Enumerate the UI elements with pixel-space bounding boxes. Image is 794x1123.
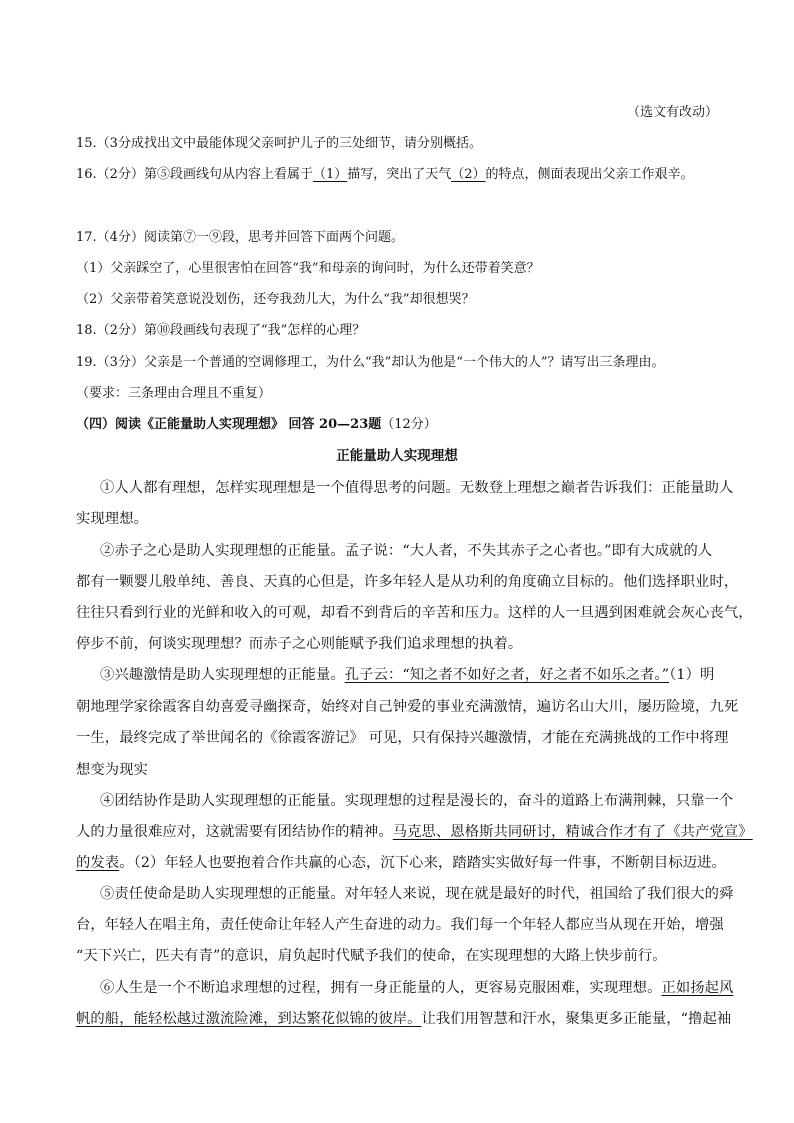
paragraph-3-underlined-quote: 孔子云：“知之者不如好之者，好之者不如乐之者。” bbox=[344, 667, 670, 683]
question-16-part-b: 描写，突出了天气 bbox=[347, 167, 452, 182]
section-4-heading bbox=[76, 415, 437, 435]
paragraph-2-line-4: 停步不前，何谈实现理想？而赤子之心则能赋予我们追求理想的执着。 bbox=[76, 636, 523, 652]
paragraph-6-line-1 bbox=[100, 978, 733, 998]
question-18: 18.（2分）第⑩段画线句表现了“我”怎样的心理？ bbox=[76, 323, 366, 338]
paragraph-3-line-1-end: （1）明 bbox=[669, 667, 715, 683]
paragraph-3-line-1-start: ③兴趣激情是助人实现理想的正能量。 bbox=[100, 667, 345, 683]
paragraph-3-line-1 bbox=[100, 665, 714, 685]
article-title: 正能量助人实现理想 bbox=[336, 448, 458, 464]
question-17-sub-1: （1）父亲踩空了，心里很害怕在回答“我”和母亲的询问时，为什么还带着笑意？ bbox=[76, 261, 540, 276]
paragraph-5-line-3: “天下兴亡，匹夫有青”的意识，肩负起时代赋予我们的使命，在实现理想的大路上快步前行。 bbox=[76, 948, 667, 964]
question-16 bbox=[76, 165, 694, 185]
question-15: 15.（3分成找出文中最能体现父亲呵护儿子的三处细节，请分别概括。 bbox=[76, 136, 482, 151]
paragraph-1-line-1: ①人人都有理想，怎样实现理想是一个值得思考的问题。无数登上理想之巅者告诉我们：正能量助人 bbox=[100, 480, 734, 496]
question-16-part-a: 16.（2分）第⑤段画线句从内容上看属于 bbox=[76, 167, 313, 182]
paragraph-4-line-2 bbox=[76, 822, 753, 842]
paragraph-6-line-2 bbox=[76, 1009, 731, 1029]
question-19-requirement: （要求：三条理由合理且不重复） bbox=[76, 386, 272, 401]
paragraph-4-line-3-rest: 。（2）年轻人也要抱着合作共赢的心态，沉下心来，踏踏实实做好每一件事，不断朝目标迈进。 bbox=[119, 855, 726, 871]
paragraph-4-line-2-start: 人的力量很难应对，这就需要有团结协作的精神。 bbox=[76, 824, 393, 840]
question-16-part-c: 的特点，侧面表现出父亲工作艰辛。 bbox=[485, 167, 694, 182]
paragraph-3-line-2: 朝地理学家徐霞客自幼喜爱寻幽探奇，始终对自己钟爱的事业充满激情，遍访名山大川，屡历险境，九死 bbox=[76, 699, 739, 715]
paragraph-1-line-2: 实现理想。 bbox=[76, 511, 148, 527]
question-19: 19.（3分）父亲是一个普通的空调修理工，为什么“我”却认为他是“一个伟大的人”？请写出三条理由。 bbox=[76, 355, 665, 370]
section-4-heading-text: （四）阅读《正能量助人实现理想》 回答 20—23题 bbox=[76, 417, 382, 432]
paragraph-4-line-3 bbox=[76, 853, 726, 873]
paragraph-3-line-4: 想变为现实 bbox=[76, 762, 148, 778]
section-4-score: （12分） bbox=[381, 417, 437, 432]
paragraph-6-line-1-start: ⑥人生是一个不断追求理想的过程，拥有一身正能量的人，更容易克服困难，实现理想。 bbox=[100, 980, 662, 996]
paragraph-3-line-3: 一生，最终完成了举世闻名的《徐霞客游记》 可见，只有保持兴趣激情，才能在充满挑战的工作中将理 bbox=[76, 730, 729, 746]
paragraph-2-line-1: ②赤子之心是助人实现理想的正能量。孟子说：“大人者，不失其赤子之心者也。”即有大成就的人 bbox=[100, 543, 713, 559]
paragraph-2-line-3: 往往只看到行业的光鲜和收入的可观，却看不到背后的辛苦和压力。这样的人一旦遇到困难就会灰心丧气， bbox=[76, 605, 753, 621]
paragraph-2-line-2: 都有一颗婴儿般单纯、善良、天真的心但是，许多年轻人是从功利的角度确立目标的。他们选择职业时， bbox=[76, 574, 739, 590]
paragraph-5-line-1: ⑤责任使命是助人实现理想的正能量。对年轻人来说，现在就是最好的时代，祖国给了我们很大的舜 bbox=[100, 886, 734, 902]
paragraph-6-underlined-start: 正如扬起风 bbox=[661, 980, 734, 996]
paragraph-4-underlined-end: 的发表 bbox=[76, 855, 120, 871]
question-17-sub-2: （2）父亲带着笑意说没划伤，还夸我劲儿大，为什么“我”却很想哭？ bbox=[76, 292, 475, 307]
paragraph-6-underlined-end: 帆的船，能轻松越过激流险滩，到达繁花似锦的彼岸。 bbox=[76, 1011, 422, 1027]
paragraph-6-line-2-rest: 让我们用智慧和汗水，聚集更多正能量，“撸起袖 bbox=[421, 1011, 732, 1027]
question-16-blank-2: （2） bbox=[451, 167, 486, 182]
paragraph-5-line-2: 台，年轻人在唱主角，责任使命让年轻人产生奋进的动力。我们每一个年轻人都应当从现在开始，增强 bbox=[76, 917, 724, 933]
question-17: 17.（4分）阅读第⑦一⑨段，思考并回答下面两个问题。 bbox=[76, 230, 404, 245]
source-note: （选文有改动） bbox=[626, 105, 718, 120]
paragraph-4-line-1: ④团结协作是助人实现理想的正能量。实现理想的过程是漫长的，奋斗的道路上布满荆棘，只靠一个 bbox=[100, 793, 734, 809]
paragraph-4-underlined-example: 马克思、恩格斯共同研讨，精诚合作才有了《共产党宣》 bbox=[392, 824, 753, 840]
question-16-blank-1: （1） bbox=[312, 167, 348, 182]
